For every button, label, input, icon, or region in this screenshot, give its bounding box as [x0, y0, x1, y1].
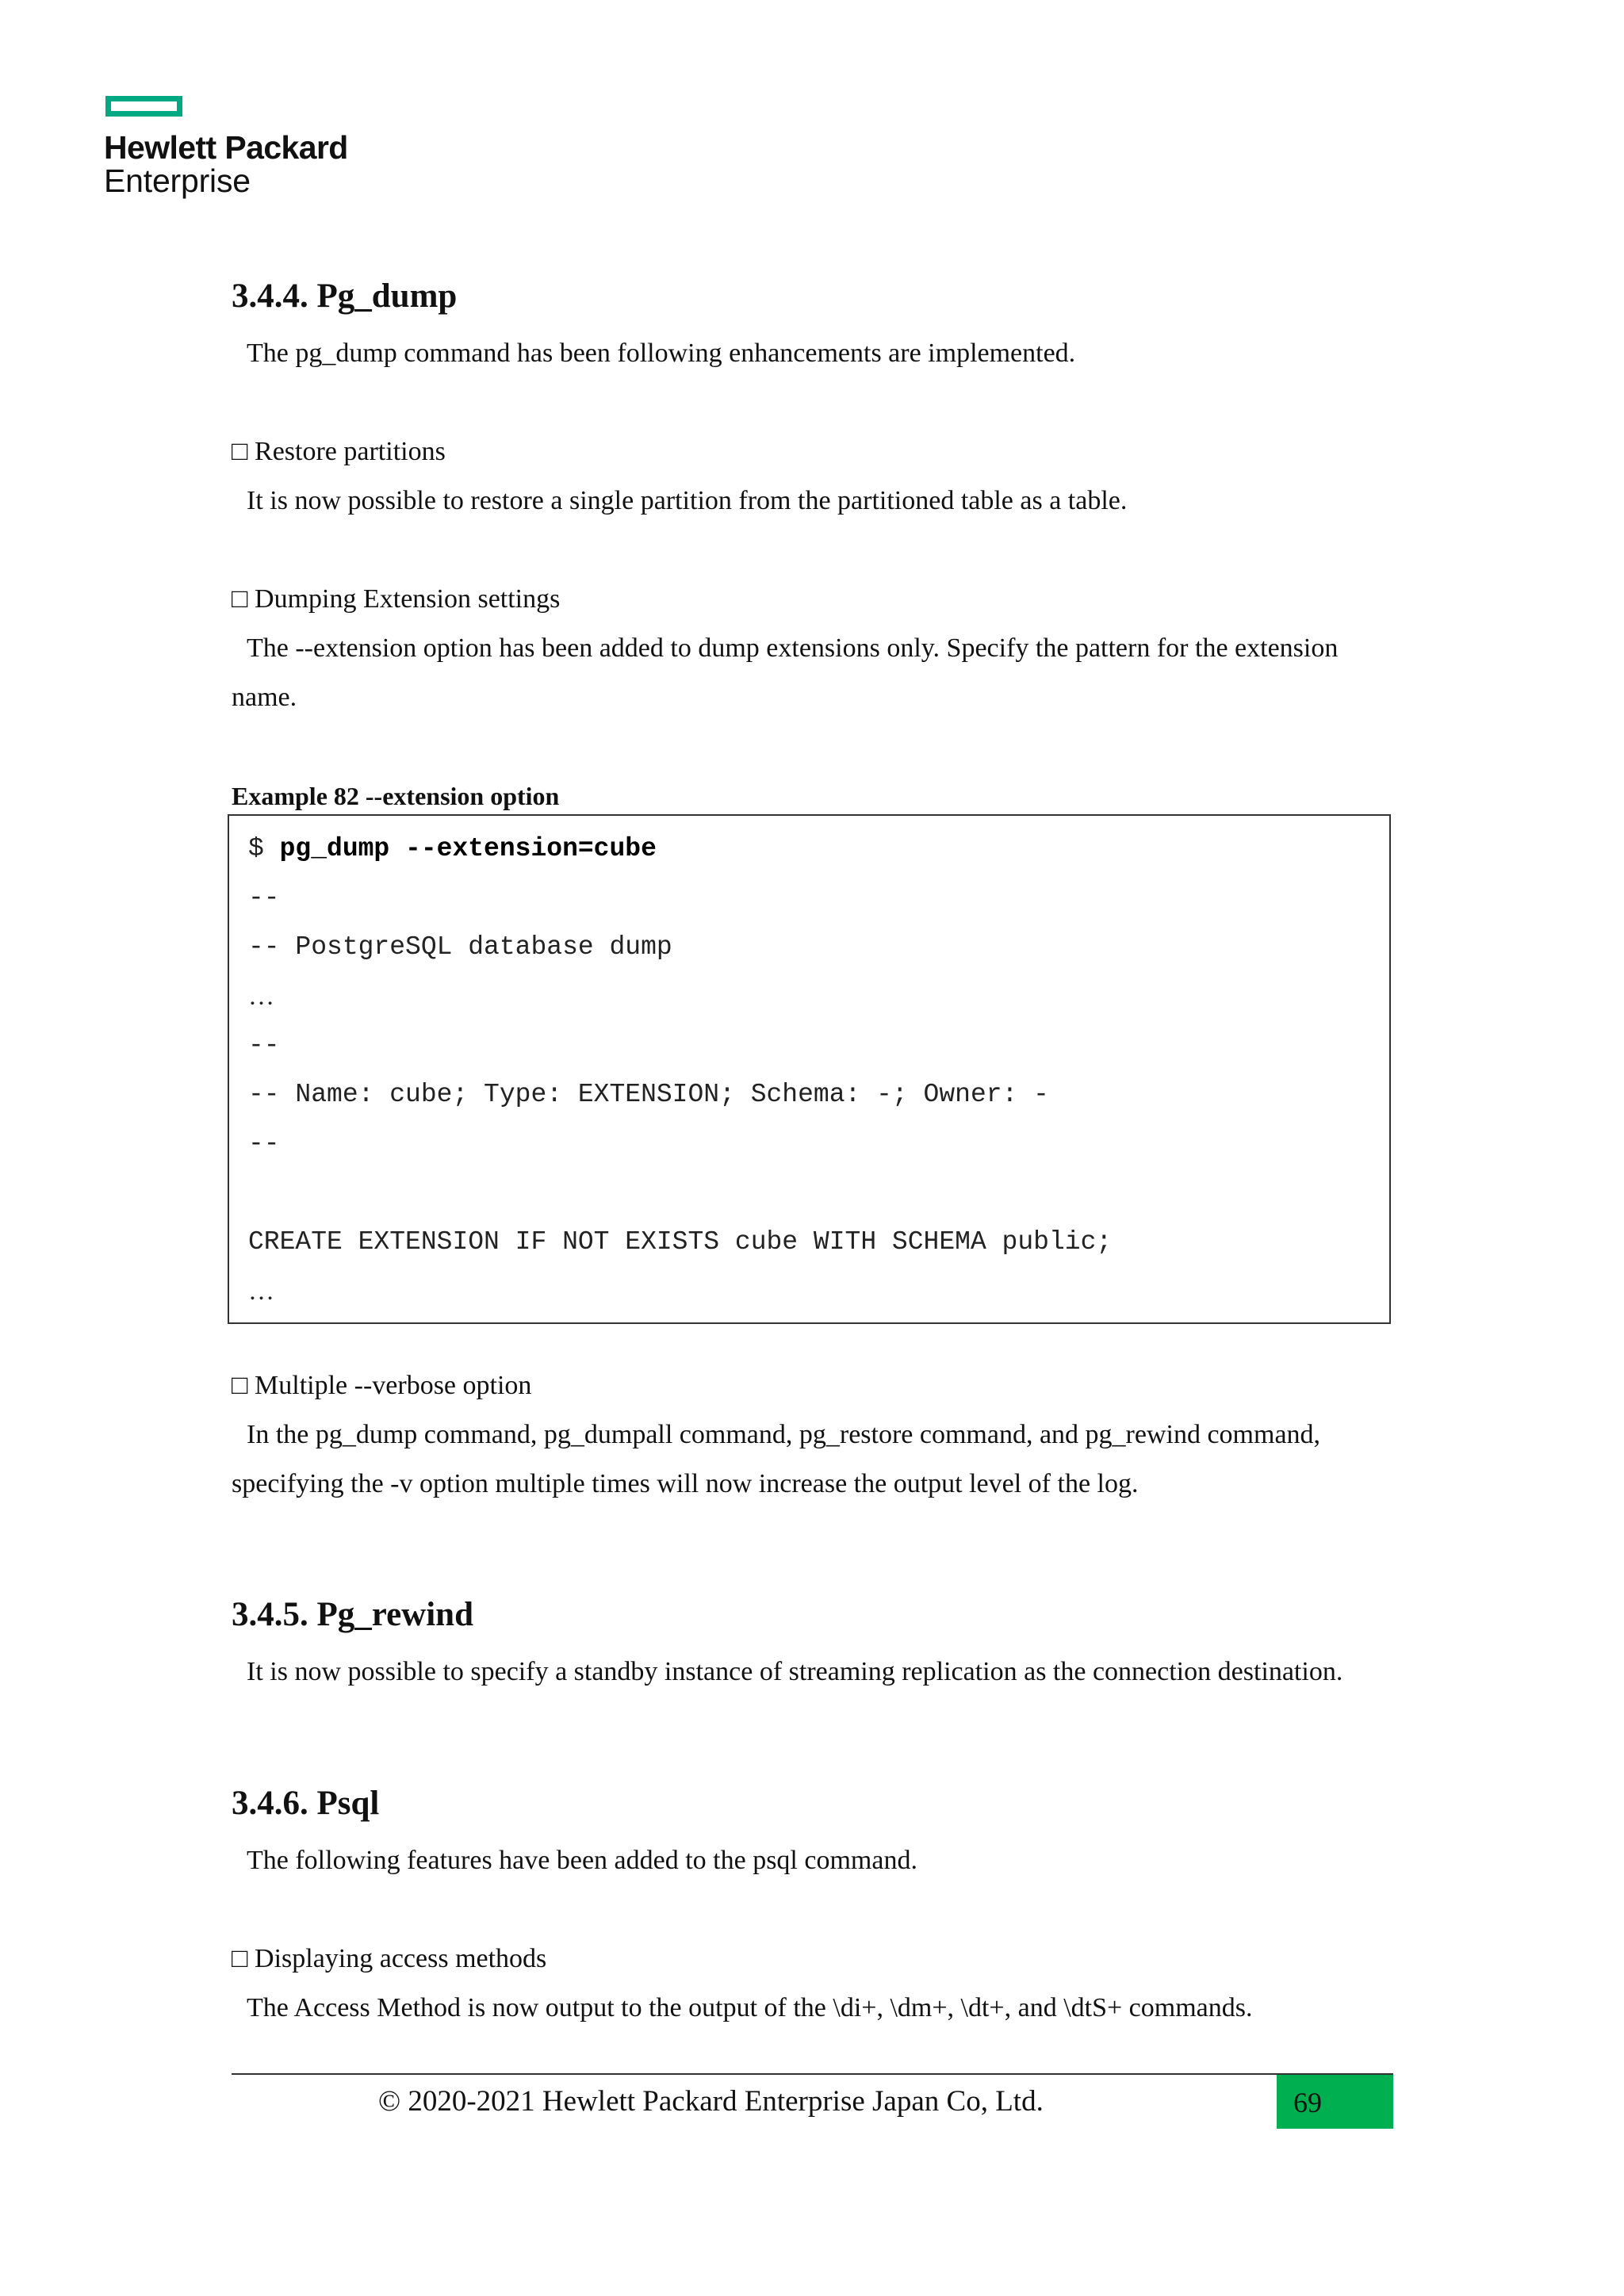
code-line: -- — [248, 883, 280, 913]
pg-dump-intro: The pg_dump command has been following enhancements are implemented. — [247, 339, 1076, 368]
code-prompt: $ — [248, 834, 280, 863]
logo-company-line1: Hewlett Packard — [104, 129, 348, 166]
restore-partitions-title: □ Restore partitions — [232, 437, 446, 466]
code-line: -- — [248, 1031, 280, 1060]
example-label: Example 82 --extension option — [232, 782, 560, 810]
code-command: pg_dump --extension=cube — [279, 834, 657, 863]
multiple-verbose-body-line2: specifying the -v option multiple times will now increase the output level of the log. — [232, 1469, 1139, 1498]
access-methods-body: The Access Method is now output to the output of the \di+, \dm+, \dt+, and \dtS+ commands. — [247, 1993, 1253, 2022]
restore-partitions-body: It is now possible to restore a single partition from the partitioned table as a table. — [247, 486, 1128, 515]
pg-rewind-body: It is now possible to specify a standby instance of streaming replication as the connection destination. — [247, 1657, 1343, 1686]
page-number: 69 — [1293, 2087, 1322, 2118]
code-line-command — [248, 833, 657, 865]
dumping-extension-body-line2: name. — [232, 683, 297, 712]
footer-divider — [232, 2073, 1393, 2075]
code-line: CREATE EXTENSION IF NOT EXISTS cube WITH SCHEMA public; — [248, 1227, 1113, 1257]
dumping-extension-title: □ Dumping Extension settings — [232, 584, 561, 614]
multiple-verbose-body-line1: In the pg_dump command, pg_dumpall command, pg_restore command, and pg_rewind command, — [247, 1420, 1321, 1449]
hpe-logo-mark — [105, 96, 182, 117]
logo-company-line2: Enterprise — [104, 163, 251, 199]
code-line: -- Name: cube; Type: EXTENSION; Schema: -; Owner: - — [248, 1080, 1049, 1109]
section-heading-psql: 3.4.6. Psql — [232, 1785, 380, 1822]
code-line: -- — [248, 1129, 280, 1158]
section-heading-pg-rewind: 3.4.5. Pg_rewind — [232, 1596, 473, 1633]
dumping-extension-body-line1: The --extension option has been added to dump extensions only. Specify the pattern for the extension — [247, 633, 1339, 663]
psql-intro: The following features have been added to the psql command. — [247, 1846, 917, 1875]
multiple-verbose-title: □ Multiple --verbose option — [232, 1371, 532, 1400]
code-line: … — [248, 1277, 274, 1306]
access-methods-title: □ Displaying access methods — [232, 1944, 547, 1973]
section-heading-pg-dump: 3.4.4. Pg_dump — [232, 277, 458, 315]
code-line: -- PostgreSQL database dump — [248, 932, 672, 962]
code-line: … — [248, 982, 274, 1011]
footer-copyright: © 2020-2021 Hewlett Packard Enterprise Japan Co, Ltd. — [378, 2085, 1044, 2118]
